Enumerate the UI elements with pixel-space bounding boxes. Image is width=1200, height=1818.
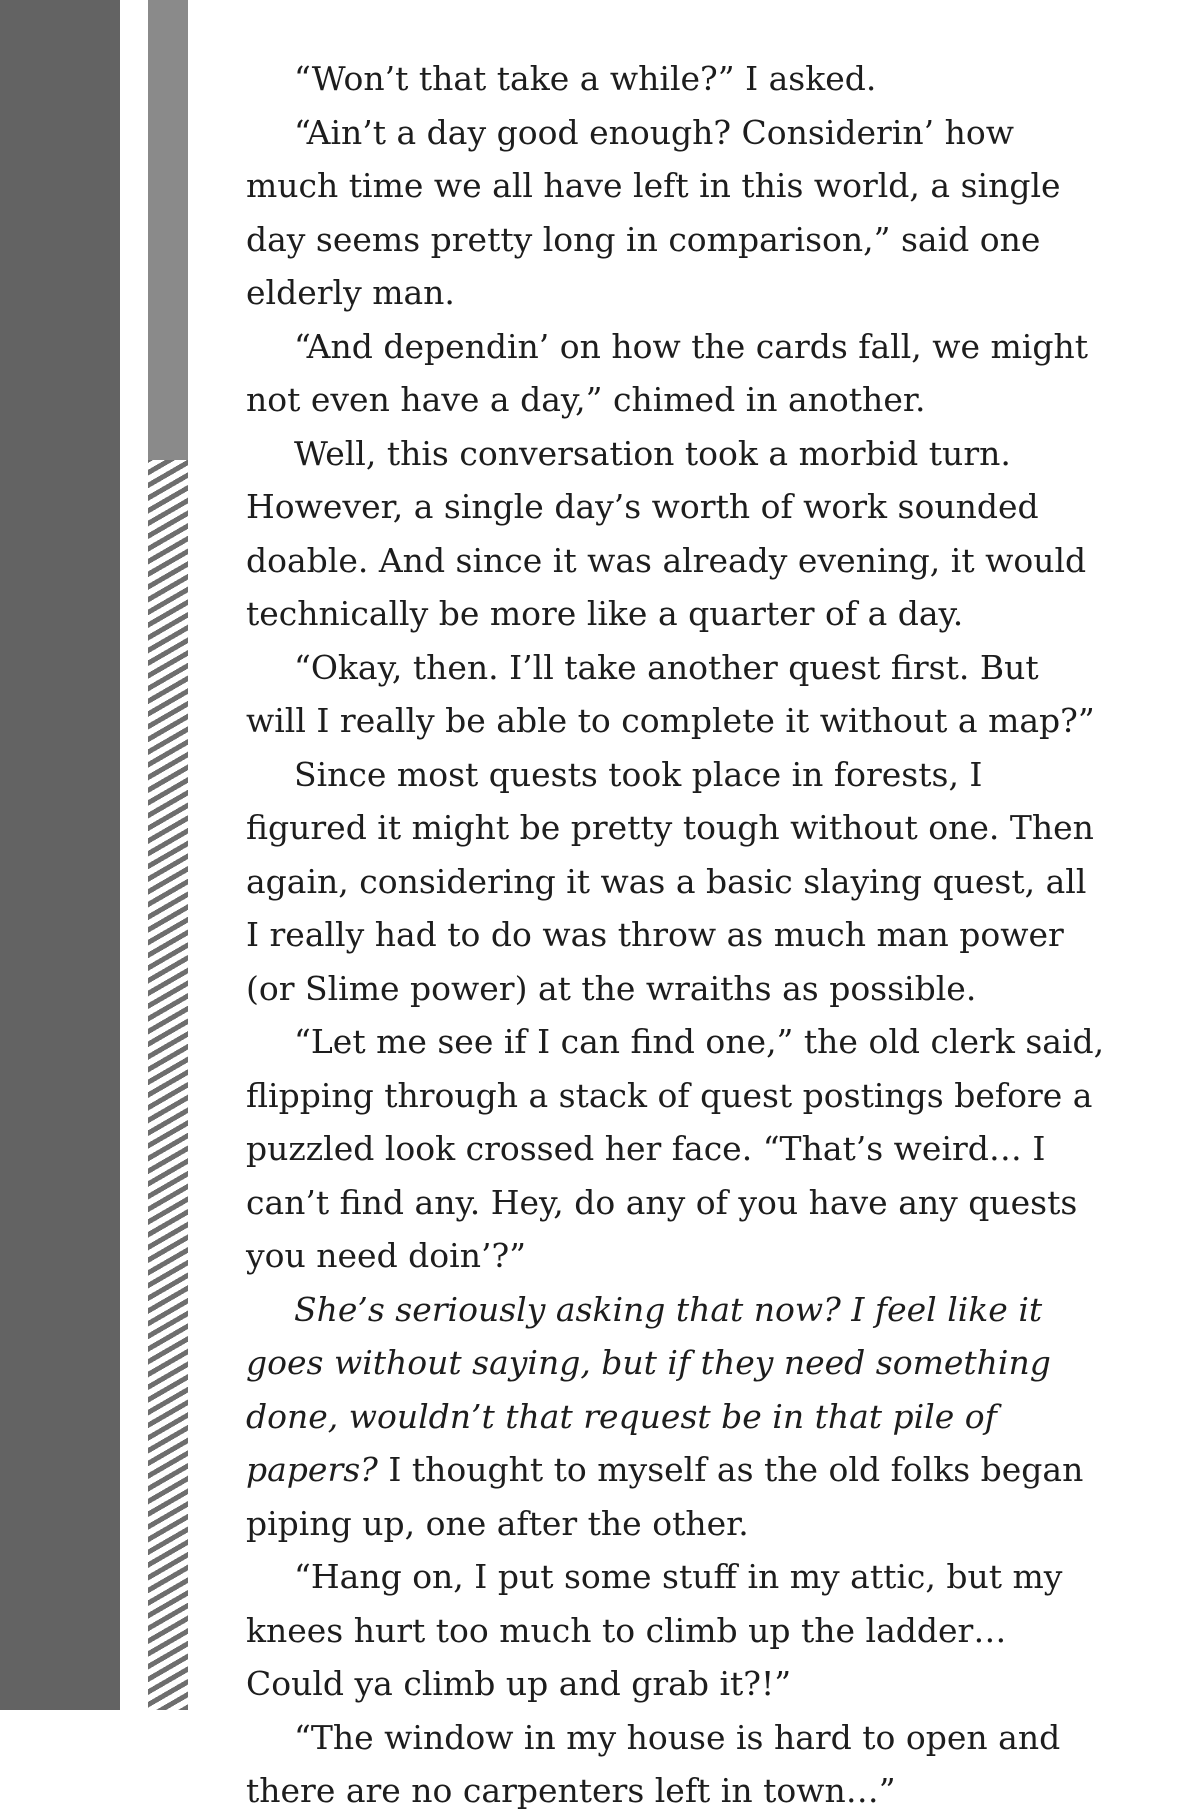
- page-margin-dark-band: [0, 0, 120, 1710]
- paragraph: “And dependin’ on how the cards fall, we might not even have a day,” chimed in another.: [246, 326, 1088, 419]
- paragraph: “Okay, then. I’ll take another quest first. But will I really be able to complete it without a map?”: [246, 647, 1095, 740]
- page-margin-gap: [120, 0, 148, 1710]
- paragraph: “Let me see if I can find one,” the old clerk said, flipping through a stack of quest postings before a puzzled look crossed her face. “That’s weird… I can’t find any. Hey, do any of you have any quests you need doin’?”: [246, 1022, 1105, 1275]
- paragraph: Well, this conversation took a morbid turn. However, a single day’s worth of work sounded doable. And since it was already evening, it would technically be more like a quarter of a day.: [246, 433, 1087, 633]
- paragraph: [246, 1283, 1106, 1551]
- page-margin-solid-stripe: [148, 0, 188, 460]
- paragraph: “Ain’t a day good enough? Considerin’ how much time we all have left in this world, a single day seems pretty long in comparison,” said one elderly man.: [246, 112, 1061, 312]
- inner-thought-italic: She’s seriously asking that now? I feel like it goes without saying, but if they need something done, wouldn’t that request be in that pile of papers?: [246, 1289, 1051, 1489]
- paragraph: Since most quests took place in forests, I figured it might be pretty tough without one. Then again, considering it was a basic slaying quest, all I really had to do was throw as much man power (or Slime power) at the wraiths as possible.: [246, 754, 1094, 1008]
- paragraph: “Won’t that take a while?” I asked.: [294, 59, 877, 98]
- paragraph: “The window in my house is hard to open and there are no carpenters left in town…”: [246, 1717, 1061, 1810]
- paragraph: “Hang on, I put some stuff in my attic, but my knees hurt too much to climb up the ladder… Could ya climb up and grab it?!”: [246, 1557, 1063, 1703]
- page-margin-hatched-stripe: [148, 460, 188, 1710]
- paragraph-continuation: I thought to myself as the old folks began piping up, one after the other.: [246, 1450, 1084, 1543]
- book-page-text: [246, 52, 1106, 1818]
